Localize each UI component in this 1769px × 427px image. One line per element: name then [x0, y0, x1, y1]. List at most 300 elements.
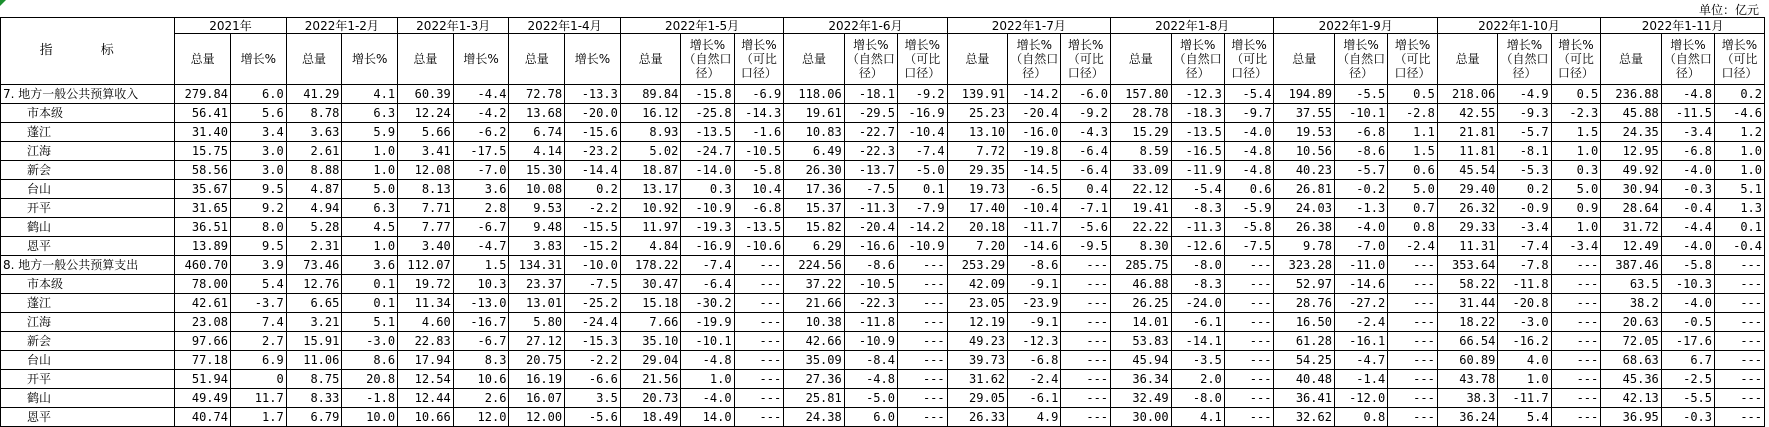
table-cell[interactable]: 0.3 — [1551, 161, 1601, 180]
table-cell[interactable]: 15.18 — [620, 294, 681, 313]
table-cell[interactable]: 0.2 — [1498, 180, 1551, 199]
table-cell[interactable]: 1.1 — [1388, 123, 1438, 142]
table-cell[interactable]: 42.13 — [1601, 389, 1662, 408]
table-cell[interactable]: 40.23 — [1274, 161, 1335, 180]
table-cell[interactable]: 52.97 — [1274, 275, 1335, 294]
table-cell[interactable]: 5.0 — [342, 180, 398, 199]
table-cell[interactable]: -17.6 — [1661, 332, 1714, 351]
table-cell[interactable]: -22.3 — [844, 142, 897, 161]
table-cell[interactable]: 29.35 — [947, 161, 1008, 180]
table-cell[interactable]: 10.92 — [620, 199, 681, 218]
table-cell[interactable]: --- — [1388, 275, 1438, 294]
table-cell[interactable]: -1.6 — [734, 123, 784, 142]
table-cell[interactable]: -5.8 — [1661, 256, 1714, 275]
table-cell[interactable]: 0.5 — [1551, 85, 1601, 104]
table-cell[interactable]: 8.93 — [620, 123, 681, 142]
table-cell[interactable]: 9.53 — [509, 199, 565, 218]
table-cell[interactable]: 21.66 — [784, 294, 845, 313]
table-cell[interactable]: -12.3 — [1008, 332, 1061, 351]
table-cell[interactable]: 29.05 — [947, 389, 1008, 408]
table-cell[interactable]: -4.0 — [1224, 123, 1274, 142]
table-cell[interactable]: 35.09 — [784, 351, 845, 370]
table-cell[interactable]: -6.8 — [1334, 123, 1387, 142]
table-cell[interactable]: -11.3 — [844, 199, 897, 218]
table-cell[interactable]: -10.1 — [1334, 104, 1387, 123]
table-cell[interactable]: -7.5 — [1224, 237, 1274, 256]
table-cell[interactable]: 1.5 — [453, 256, 509, 275]
table-cell[interactable]: -9.2 — [897, 85, 947, 104]
table-cell[interactable]: -10.1 — [681, 332, 734, 351]
table-cell[interactable]: 38.2 — [1601, 294, 1662, 313]
table-cell[interactable]: -11.8 — [1498, 275, 1551, 294]
table-cell[interactable]: -3.5 — [1171, 351, 1224, 370]
table-cell[interactable]: 0.1 — [1715, 218, 1765, 237]
table-cell[interactable]: -12.0 — [1334, 389, 1387, 408]
table-cell[interactable]: -8.0 — [1171, 256, 1224, 275]
table-cell[interactable]: 1.7 — [230, 408, 286, 427]
table-cell[interactable]: 49.49 — [175, 389, 231, 408]
table-cell[interactable]: 72.78 — [509, 85, 565, 104]
table-cell[interactable]: -4.3 — [1061, 123, 1111, 142]
table-cell[interactable]: --- — [897, 389, 947, 408]
table-cell[interactable]: 12.76 — [286, 275, 342, 294]
table-cell[interactable]: --- — [1551, 389, 1601, 408]
table-cell[interactable]: -1.8 — [342, 389, 398, 408]
table-cell[interactable]: --- — [1224, 313, 1274, 332]
table-cell[interactable]: 31.62 — [947, 370, 1008, 389]
table-cell[interactable]: -20.4 — [1008, 104, 1061, 123]
table-cell[interactable]: --- — [1551, 256, 1601, 275]
table-cell[interactable]: 29.40 — [1437, 180, 1498, 199]
table-cell[interactable]: 13.17 — [620, 180, 681, 199]
table-cell[interactable]: 5.28 — [286, 218, 342, 237]
table-cell[interactable]: 37.22 — [784, 275, 845, 294]
table-cell[interactable]: --- — [1715, 313, 1765, 332]
table-cell[interactable]: -16.2 — [1498, 332, 1551, 351]
table-cell[interactable]: -14.1 — [1171, 332, 1224, 351]
table-cell[interactable]: 4.5 — [342, 218, 398, 237]
table-cell[interactable]: 8.13 — [398, 180, 454, 199]
table-cell[interactable]: 68.63 — [1601, 351, 1662, 370]
table-cell[interactable]: --- — [897, 408, 947, 427]
table-cell[interactable]: -5.7 — [1334, 161, 1387, 180]
table-cell[interactable]: 13.68 — [509, 104, 565, 123]
table-cell[interactable]: -5.6 — [565, 408, 621, 427]
table-cell[interactable]: -16.5 — [1171, 142, 1224, 161]
table-cell[interactable]: -27.2 — [1334, 294, 1387, 313]
table-cell[interactable]: -8.3 — [1171, 199, 1224, 218]
table-cell[interactable]: 15.82 — [784, 218, 845, 237]
table-cell[interactable]: 45.36 — [1601, 370, 1662, 389]
table-cell[interactable]: 19.72 — [398, 275, 454, 294]
table-cell[interactable]: 1.0 — [1715, 161, 1765, 180]
table-cell[interactable]: 19.53 — [1274, 123, 1335, 142]
table-cell[interactable]: 30.00 — [1111, 408, 1172, 427]
table-cell[interactable]: --- — [1061, 351, 1111, 370]
table-cell[interactable]: 51.94 — [175, 370, 231, 389]
table-cell[interactable]: 10.66 — [398, 408, 454, 427]
table-cell[interactable]: 3.0 — [230, 161, 286, 180]
table-cell[interactable]: --- — [734, 389, 784, 408]
table-cell[interactable]: 1.0 — [681, 370, 734, 389]
table-cell[interactable]: -7.0 — [453, 161, 509, 180]
table-cell[interactable]: -3.4 — [1661, 123, 1714, 142]
table-cell[interactable]: 279.84 — [175, 85, 231, 104]
table-cell[interactable]: 15.29 — [1111, 123, 1172, 142]
table-cell[interactable]: 6.79 — [286, 408, 342, 427]
table-cell[interactable]: 12.54 — [398, 370, 454, 389]
table-cell[interactable]: -24.4 — [565, 313, 621, 332]
table-cell[interactable]: 15.75 — [175, 142, 231, 161]
table-cell[interactable]: 11.97 — [620, 218, 681, 237]
table-cell[interactable]: 45.54 — [1437, 161, 1498, 180]
table-cell[interactable]: -9.1 — [1008, 275, 1061, 294]
table-cell[interactable]: -6.1 — [1008, 389, 1061, 408]
table-cell[interactable]: --- — [1388, 408, 1438, 427]
table-cell[interactable]: 72.05 — [1601, 332, 1662, 351]
table-cell[interactable]: 89.84 — [620, 85, 681, 104]
table-cell[interactable]: --- — [1061, 313, 1111, 332]
table-cell[interactable]: 4.1 — [1171, 408, 1224, 427]
table-cell[interactable]: 7.4 — [230, 313, 286, 332]
table-cell[interactable]: 13.01 — [509, 294, 565, 313]
table-cell[interactable]: 1.2 — [1715, 123, 1765, 142]
table-cell[interactable]: 1.0 — [342, 161, 398, 180]
table-cell[interactable]: 194.89 — [1274, 85, 1335, 104]
table-cell[interactable]: -6.8 — [734, 199, 784, 218]
table-cell[interactable]: -19.8 — [1008, 142, 1061, 161]
table-cell[interactable]: 12.0 — [453, 408, 509, 427]
table-cell[interactable]: --- — [734, 256, 784, 275]
table-cell[interactable]: -7.5 — [565, 275, 621, 294]
table-cell[interactable]: 18.22 — [1437, 313, 1498, 332]
table-cell[interactable]: 11.31 — [1437, 237, 1498, 256]
table-cell[interactable]: -6.8 — [1008, 351, 1061, 370]
table-cell[interactable]: --- — [1061, 370, 1111, 389]
table-cell[interactable]: 16.50 — [1274, 313, 1335, 332]
table-cell[interactable]: -2.2 — [565, 351, 621, 370]
table-cell[interactable]: -0.4 — [1661, 199, 1714, 218]
table-cell[interactable]: -4.8 — [1224, 142, 1274, 161]
table-cell[interactable]: 60.89 — [1437, 351, 1498, 370]
table-cell[interactable]: 387.46 — [1601, 256, 1662, 275]
table-cell[interactable]: 22.12 — [1111, 180, 1172, 199]
table-cell[interactable]: 20.8 — [342, 370, 398, 389]
table-cell[interactable]: 7.66 — [620, 313, 681, 332]
table-cell[interactable]: -8.6 — [1334, 142, 1387, 161]
table-cell[interactable]: -4.4 — [1661, 218, 1714, 237]
table-cell[interactable]: 45.88 — [1601, 104, 1662, 123]
table-cell[interactable]: -2.2 — [565, 199, 621, 218]
table-cell[interactable]: 58.22 — [1437, 275, 1498, 294]
table-cell[interactable]: 26.30 — [784, 161, 845, 180]
table-cell[interactable]: 28.64 — [1601, 199, 1662, 218]
table-cell[interactable]: --- — [734, 370, 784, 389]
table-cell[interactable]: 10.56 — [1274, 142, 1335, 161]
table-cell[interactable]: -4.7 — [453, 237, 509, 256]
table-cell[interactable]: -5.5 — [1661, 389, 1714, 408]
table-cell[interactable]: 5.80 — [509, 313, 565, 332]
table-cell[interactable]: -8.3 — [1171, 275, 1224, 294]
table-cell[interactable]: -1.3 — [1334, 199, 1387, 218]
table-cell[interactable]: 26.81 — [1274, 180, 1335, 199]
table-cell[interactable]: -10.4 — [1008, 199, 1061, 218]
table-cell[interactable]: -4.0 — [1661, 294, 1714, 313]
table-cell[interactable]: -2.8 — [1388, 104, 1438, 123]
table-cell[interactable]: -5.0 — [844, 389, 897, 408]
table-cell[interactable]: -4.8 — [1661, 85, 1714, 104]
table-cell[interactable]: 27.36 — [784, 370, 845, 389]
table-cell[interactable]: -2.4 — [1334, 313, 1387, 332]
table-cell[interactable]: 3.21 — [286, 313, 342, 332]
table-cell[interactable]: -20.4 — [844, 218, 897, 237]
table-cell[interactable]: -0.3 — [1661, 408, 1714, 427]
table-cell[interactable]: 39.73 — [947, 351, 1008, 370]
table-cell[interactable]: 42.09 — [947, 275, 1008, 294]
table-cell[interactable]: 9.2 — [230, 199, 286, 218]
table-cell[interactable]: -6.5 — [1008, 180, 1061, 199]
table-cell[interactable]: --- — [1715, 332, 1765, 351]
table-cell[interactable]: -3.0 — [1498, 313, 1551, 332]
table-cell[interactable]: 0.2 — [565, 180, 621, 199]
table-cell[interactable]: -13.0 — [453, 294, 509, 313]
table-cell[interactable]: 4.1 — [342, 85, 398, 104]
table-cell[interactable]: -16.9 — [897, 104, 947, 123]
table-cell[interactable]: 20.63 — [1601, 313, 1662, 332]
table-cell[interactable]: -14.0 — [681, 161, 734, 180]
table-cell[interactable]: -6.1 — [1171, 313, 1224, 332]
table-cell[interactable]: 9.5 — [230, 180, 286, 199]
table-cell[interactable]: 43.78 — [1437, 370, 1498, 389]
table-cell[interactable]: 0.1 — [897, 180, 947, 199]
table-cell[interactable]: 2.31 — [286, 237, 342, 256]
table-cell[interactable]: 15.37 — [784, 199, 845, 218]
table-cell[interactable]: -12.6 — [1171, 237, 1224, 256]
table-cell[interactable]: -7.9 — [897, 199, 947, 218]
table-cell[interactable]: -16.7 — [453, 313, 509, 332]
table-cell[interactable]: --- — [734, 313, 784, 332]
table-cell[interactable]: 17.36 — [784, 180, 845, 199]
table-cell[interactable]: 8.33 — [286, 389, 342, 408]
table-cell[interactable]: --- — [1715, 408, 1765, 427]
table-cell[interactable]: 3.5 — [565, 389, 621, 408]
table-cell[interactable]: -14.6 — [1334, 275, 1387, 294]
table-cell[interactable]: -10.5 — [844, 275, 897, 294]
table-cell[interactable]: 0.3 — [681, 180, 734, 199]
table-cell[interactable]: --- — [1551, 370, 1601, 389]
table-cell[interactable]: -16.9 — [681, 237, 734, 256]
table-cell[interactable]: -9.7 — [1224, 104, 1274, 123]
table-cell[interactable]: 33.09 — [1111, 161, 1172, 180]
table-cell[interactable]: 20.73 — [620, 389, 681, 408]
table-cell[interactable]: -6.0 — [1061, 85, 1111, 104]
table-cell[interactable]: 6.7 — [1661, 351, 1714, 370]
table-cell[interactable]: --- — [897, 256, 947, 275]
table-cell[interactable]: -13.3 — [565, 85, 621, 104]
table-cell[interactable]: 4.84 — [620, 237, 681, 256]
table-cell[interactable]: 15.91 — [286, 332, 342, 351]
table-cell[interactable]: --- — [1388, 389, 1438, 408]
table-cell[interactable]: 21.56 — [620, 370, 681, 389]
table-cell[interactable]: -14.6 — [1008, 237, 1061, 256]
table-cell[interactable]: -4.0 — [681, 389, 734, 408]
table-cell[interactable]: 1.0 — [342, 142, 398, 161]
table-cell[interactable]: 10.3 — [453, 275, 509, 294]
table-cell[interactable]: 8.88 — [286, 161, 342, 180]
table-cell[interactable]: 9.78 — [1274, 237, 1335, 256]
table-cell[interactable]: -16.1 — [1334, 332, 1387, 351]
table-cell[interactable]: 18.87 — [620, 161, 681, 180]
table-cell[interactable]: 0.8 — [1334, 408, 1387, 427]
table-cell[interactable]: -6.6 — [565, 370, 621, 389]
table-cell[interactable]: 10.6 — [453, 370, 509, 389]
table-cell[interactable]: -2.3 — [1551, 104, 1601, 123]
table-cell[interactable]: 2.7 — [230, 332, 286, 351]
table-cell[interactable]: 3.0 — [230, 142, 286, 161]
table-cell[interactable]: --- — [1551, 351, 1601, 370]
table-cell[interactable]: -4.0 — [1661, 237, 1714, 256]
table-cell[interactable]: 3.9 — [230, 256, 286, 275]
table-cell[interactable]: --- — [1715, 275, 1765, 294]
table-cell[interactable]: -13.5 — [681, 123, 734, 142]
table-cell[interactable]: 24.03 — [1274, 199, 1335, 218]
table-cell[interactable]: -10.6 — [734, 237, 784, 256]
table-cell[interactable]: 1.3 — [1715, 199, 1765, 218]
table-cell[interactable]: -29.5 — [844, 104, 897, 123]
table-cell[interactable]: 61.28 — [1274, 332, 1335, 351]
table-cell[interactable]: 14.0 — [681, 408, 734, 427]
table-cell[interactable]: 26.33 — [947, 408, 1008, 427]
table-cell[interactable]: 8.6 — [342, 351, 398, 370]
table-cell[interactable]: 0 — [230, 370, 286, 389]
table-cell[interactable]: 9.5 — [230, 237, 286, 256]
table-cell[interactable]: 3.4 — [230, 123, 286, 142]
table-cell[interactable]: --- — [1061, 408, 1111, 427]
table-cell[interactable]: 5.9 — [342, 123, 398, 142]
table-cell[interactable]: 3.40 — [398, 237, 454, 256]
table-cell[interactable]: --- — [1715, 294, 1765, 313]
table-cell[interactable]: 0.7 — [1388, 199, 1438, 218]
table-cell[interactable]: -8.6 — [1008, 256, 1061, 275]
table-cell[interactable]: 31.40 — [175, 123, 231, 142]
table-cell[interactable]: 4.87 — [286, 180, 342, 199]
table-cell[interactable]: 36.24 — [1437, 408, 1498, 427]
table-cell[interactable]: 1.0 — [1551, 218, 1601, 237]
table-cell[interactable]: 8.59 — [1111, 142, 1172, 161]
table-cell[interactable]: --- — [1388, 370, 1438, 389]
table-cell[interactable]: 6.0 — [844, 408, 897, 427]
table-cell[interactable]: -4.6 — [1715, 104, 1765, 123]
table-cell[interactable]: --- — [1715, 370, 1765, 389]
table-cell[interactable]: 12.95 — [1601, 142, 1662, 161]
table-cell[interactable]: 63.5 — [1601, 275, 1662, 294]
table-cell[interactable]: -14.5 — [1008, 161, 1061, 180]
table-cell[interactable]: 22.22 — [1111, 218, 1172, 237]
table-cell[interactable]: 36.41 — [1274, 389, 1335, 408]
table-cell[interactable]: 29.33 — [1437, 218, 1498, 237]
table-cell[interactable]: 36.95 — [1601, 408, 1662, 427]
table-cell[interactable]: --- — [1224, 294, 1274, 313]
table-cell[interactable]: -6.8 — [1661, 142, 1714, 161]
table-cell[interactable]: 236.88 — [1601, 85, 1662, 104]
table-cell[interactable]: 0.1 — [342, 275, 398, 294]
table-cell[interactable]: --- — [1224, 256, 1274, 275]
table-cell[interactable]: 13.10 — [947, 123, 1008, 142]
table-cell[interactable]: 58.56 — [175, 161, 231, 180]
table-cell[interactable]: 8.0 — [230, 218, 286, 237]
table-cell[interactable]: --- — [1715, 389, 1765, 408]
table-cell[interactable]: --- — [1388, 294, 1438, 313]
table-cell[interactable]: -3.4 — [1498, 218, 1551, 237]
table-cell[interactable]: 37.55 — [1274, 104, 1335, 123]
table-cell[interactable]: 6.9 — [230, 351, 286, 370]
table-cell[interactable]: 1.5 — [1388, 142, 1438, 161]
table-cell[interactable]: 4.0 — [1498, 351, 1551, 370]
table-cell[interactable]: 1.0 — [1715, 142, 1765, 161]
table-cell[interactable]: --- — [734, 332, 784, 351]
table-cell[interactable]: 5.0 — [1388, 180, 1438, 199]
table-cell[interactable]: -22.7 — [844, 123, 897, 142]
table-cell[interactable]: --- — [897, 370, 947, 389]
table-cell[interactable]: 5.6 — [230, 104, 286, 123]
table-cell[interactable]: 5.02 — [620, 142, 681, 161]
table-cell[interactable]: 16.07 — [509, 389, 565, 408]
table-cell[interactable]: -14.2 — [1008, 85, 1061, 104]
table-cell[interactable]: -10.9 — [897, 237, 947, 256]
table-cell[interactable]: 18.49 — [620, 408, 681, 427]
table-cell[interactable]: 0.1 — [342, 294, 398, 313]
table-cell[interactable]: -3.0 — [342, 332, 398, 351]
table-cell[interactable]: -12.3 — [1171, 85, 1224, 104]
table-cell[interactable]: 178.22 — [620, 256, 681, 275]
table-cell[interactable]: 1.0 — [342, 237, 398, 256]
table-cell[interactable]: 3.41 — [398, 142, 454, 161]
table-cell[interactable]: -5.4 — [1224, 85, 1274, 104]
table-cell[interactable]: -24.0 — [1171, 294, 1224, 313]
table-cell[interactable]: 73.46 — [286, 256, 342, 275]
table-cell[interactable]: -9.3 — [1498, 104, 1551, 123]
table-cell[interactable]: 7.72 — [947, 142, 1008, 161]
table-cell[interactable]: 20.18 — [947, 218, 1008, 237]
table-cell[interactable]: 0.6 — [1224, 180, 1274, 199]
table-cell[interactable]: 25.81 — [784, 389, 845, 408]
table-cell[interactable]: --- — [897, 332, 947, 351]
table-cell[interactable]: 32.62 — [1274, 408, 1335, 427]
table-cell[interactable]: 4.9 — [1008, 408, 1061, 427]
table-cell[interactable]: -5.8 — [1224, 218, 1274, 237]
table-cell[interactable]: --- — [1551, 294, 1601, 313]
table-cell[interactable]: 5.1 — [1715, 180, 1765, 199]
table-cell[interactable]: 0.2 — [1715, 85, 1765, 104]
table-cell[interactable]: 26.32 — [1437, 199, 1498, 218]
table-cell[interactable]: -2.4 — [1008, 370, 1061, 389]
table-cell[interactable]: -5.0 — [897, 161, 947, 180]
table-cell[interactable]: -15.3 — [565, 332, 621, 351]
table-cell[interactable]: -4.7 — [1334, 351, 1387, 370]
table-cell[interactable]: -8.6 — [844, 256, 897, 275]
table-cell[interactable]: 224.56 — [784, 256, 845, 275]
table-cell[interactable]: --- — [1224, 370, 1274, 389]
table-cell[interactable]: 0.8 — [1388, 218, 1438, 237]
table-cell[interactable]: 16.19 — [509, 370, 565, 389]
table-cell[interactable]: 53.83 — [1111, 332, 1172, 351]
table-cell[interactable]: 36.51 — [175, 218, 231, 237]
table-cell[interactable]: -5.3 — [1498, 161, 1551, 180]
table-cell[interactable]: 15.30 — [509, 161, 565, 180]
table-cell[interactable]: 10.08 — [509, 180, 565, 199]
table-cell[interactable]: -10.3 — [1661, 275, 1714, 294]
table-cell[interactable]: --- — [897, 294, 947, 313]
